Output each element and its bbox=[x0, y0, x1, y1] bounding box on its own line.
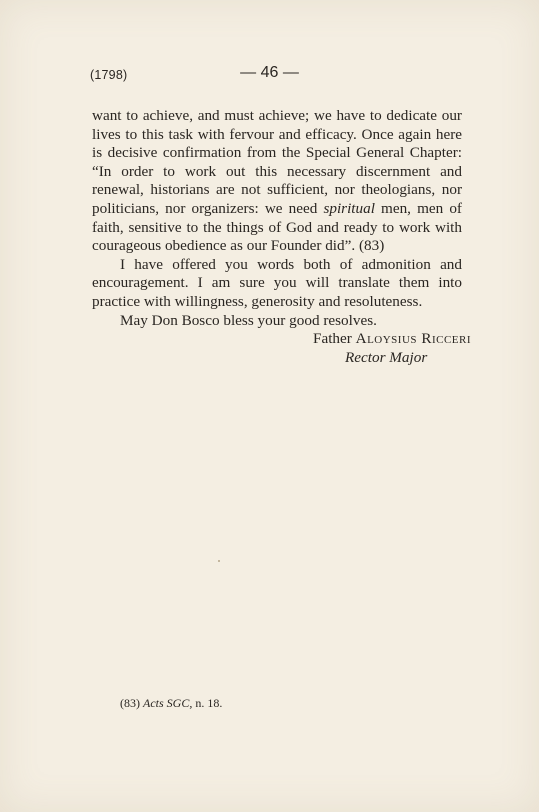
signature-title: Rector Major bbox=[345, 348, 428, 366]
paragraph-2: I have offered you words both of admonition and encouragement. I am sure you will translate them into practice with willingness, generosity and resoluteness. bbox=[92, 255, 462, 310]
signature-prefix: Father bbox=[313, 330, 352, 347]
footnote bbox=[120, 696, 222, 711]
paragraph-1-part-1: want to achieve, and must achieve; we have to dedicate our lives to this task with fervour and efficacy. Once again here is decisive confirmation from the Special General Chapter: “In order to work out this necessary discernment and renewal, historians are not sufficient, nor theologians, nor politicians, nor organizers: we need bbox=[92, 107, 462, 217]
footnote-ref: n. 18. bbox=[195, 696, 223, 710]
footnote-source: Acts SGC, bbox=[143, 696, 193, 710]
body-text bbox=[92, 107, 462, 330]
page-number: — 46 — bbox=[240, 64, 299, 81]
footnote-number: (83) bbox=[120, 696, 140, 710]
issue-number: (1798) bbox=[90, 68, 128, 82]
signature-name: Aloysius Ricceri bbox=[355, 330, 472, 347]
paragraph-3: May Don Bosco bless your good resolves. bbox=[120, 311, 377, 329]
paragraph-1-part-2: men, men of faith, sensitive to the things of God and ready to work with courageous obedience as our Founder did”. (83) bbox=[92, 199, 462, 255]
paper-speck bbox=[218, 560, 220, 562]
paragraph-1 bbox=[92, 107, 462, 256]
paragraph-1-emphasis: spiritual bbox=[323, 199, 375, 217]
signature-name-line bbox=[313, 330, 471, 349]
signature bbox=[313, 330, 471, 367]
